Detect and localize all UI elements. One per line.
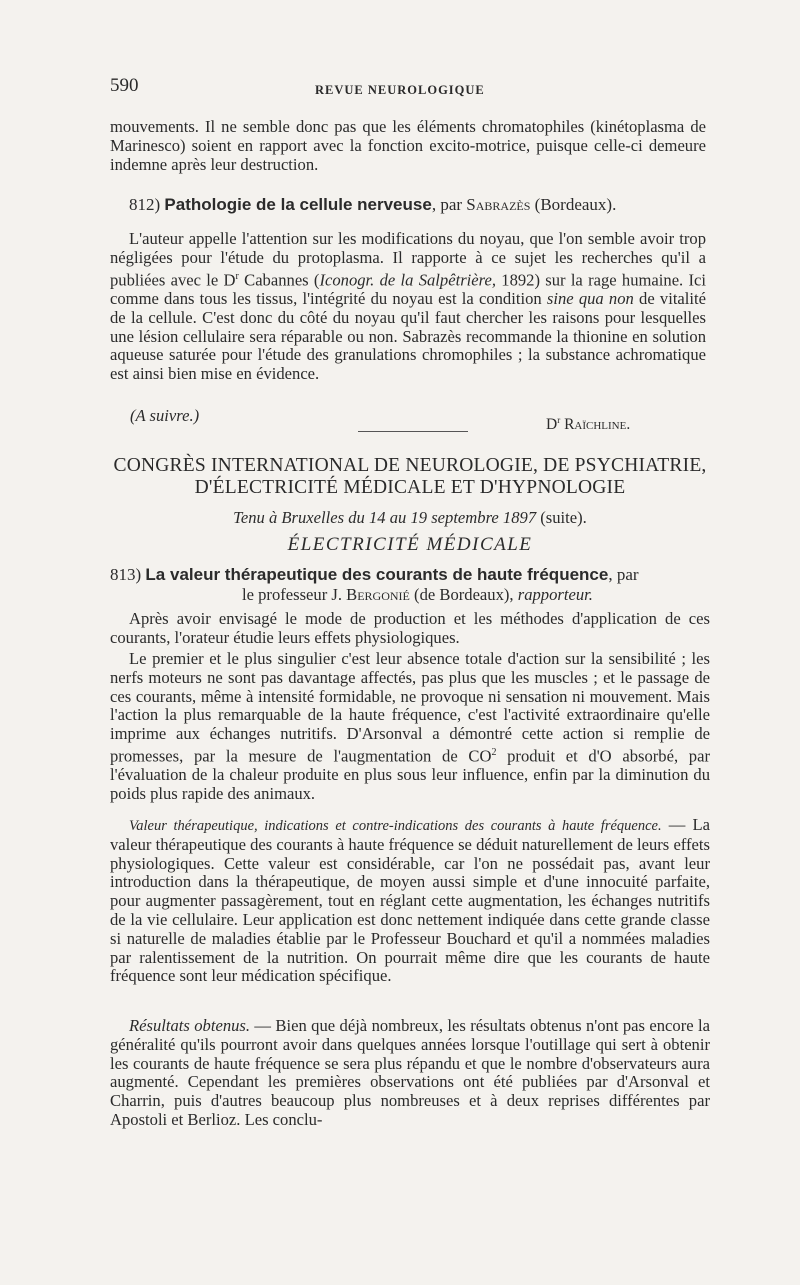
article-812-text-2: Cabannes ( (238, 270, 320, 290)
congress-suite: (suite). (536, 508, 587, 527)
signature-sup: r (557, 415, 561, 425)
article-813-p4-heading: Résultats obtenus. (129, 1016, 251, 1035)
a-suivre: (A suivre.) (130, 406, 200, 425)
article-813-role: rapporteur. (517, 585, 593, 604)
article-813-p3-heading: Valeur thérapeutique, indications et contre-indications des courants à haute fréquence. (129, 818, 662, 834)
continuation-paragraph: mouvements. Il ne semble donc pas que les éléments chromatophiles (kinétoplasma de Marinesco) soient en rapport avec la fonction excito-motrice, puisque celle-ci demeure indemne après leur destruction. (110, 117, 706, 174)
article-813-paragraph-1: Après avoir envisagé le mode de production et les méthodes d'application de ces courants, l'orateur étudie leurs effets physiologiques. (110, 609, 710, 647)
article-812-reference: Iconogr. de la Salpêtrière, (319, 270, 496, 290)
article-813-number: 813) (110, 565, 142, 584)
article-812-body (110, 230, 706, 384)
article-813-paragraph-3 (110, 816, 710, 986)
article-812-heading (110, 196, 706, 215)
article-812-author: Sabrazès (466, 195, 531, 214)
article-813-heading (110, 566, 710, 585)
congress-held-text: Tenu à Bruxelles du 14 au 19 septembre 1897 (233, 508, 537, 527)
article-813-title: La valeur thérapeutique des courants de haute fréquence (145, 565, 609, 584)
article-813-byline-prefix: le professeur J. (242, 585, 342, 604)
article-813-p3-text: — La valeur thérapeutique des courants à haute fréquence se déduit naturellement de leurs effets physiologiques. Cette valeur est considérable, car l'on ne possédait pas, avant leur introduction dans la thérapeutique, de moyen aussi simple et d'une innocuité parfaite, pour augmenter passagèrement, tout en réglant cette augmentation, les échanges nutritifs de la vie cellulaire. Leur application est donc nettement indiquée dans cette grande classe si naturelle de maladies établie par le Professeur Bouchard et qu'il a nommées maladies par ralentissement de la nutrition. On pourrait même dire que les courants de haute fréquence sont leur médication spécifique. (110, 815, 710, 986)
signature-prefix: D (546, 416, 558, 434)
congress-title-line-2: D'ÉLECTRICITÉ MÉDICALE ET D'HYPNOLOGIE (194, 477, 626, 498)
signature (546, 411, 630, 435)
article-813-p4-text: — Bien que déjà nombreux, les résultats obtenus n'ont pas encore la généralité qu'ils pourront avoir dans quelques années lorsque l'outillage qui sert à obtenir les courants de haute fréquence se sera plus répandu et que le nombre d'observateurs aura augmenté. Cependant les premières observations ont été publiées par d'Arsonval et Charrin, puis d'autres beaucoup plus nombreuses et à deux reprises différentes par Apostoli et Berlioz. Les conclu- (110, 1016, 710, 1129)
congress-held (110, 509, 710, 528)
section-title: ÉLECTRICITÉ MÉDICALE (287, 534, 533, 555)
congress-title-line-1: CONGRÈS INTERNATIONAL DE NEUROLOGIE, DE PSYCHIATRIE, (113, 455, 707, 476)
article-812-text-3: 1892) sur la rage humaine. Ici comme dans tous les tissus, l'intégrité du noyau est la condition (110, 270, 706, 308)
article-813-byline (242, 586, 593, 605)
article-812-number: 812) (129, 195, 161, 214)
article-813-paragraph-4 (110, 1017, 710, 1130)
journal-title: REVUE NEUROLOGIQUE (315, 83, 485, 97)
article-812-location: (Bordeaux). (534, 195, 617, 214)
signature-name: Raïchline. (564, 416, 631, 434)
article-812-text-4: de vitalité de la cellule. C'est donc du côté du noyau qu'il faut chercher les raisons pour lesquelles une lésion cellulaire sera réparable ou non. Sabrazès recommande la thionine en solution aqueuse saturée pour l'étude des granulations chromophiles ; la substance achromatique est ainsi bien mise en évidence. (110, 288, 706, 384)
article-812-by: , par (431, 195, 463, 214)
article-812-title: Pathologie de la cellule nerveuse (164, 195, 432, 214)
article-813-author: Bergonié (346, 585, 410, 604)
page-number: 590 (110, 75, 139, 96)
article-813-p2-superscript: 2 (491, 746, 497, 758)
article-813-p2-rest: produit et d'O absorbé, par l'évaluation de la chaleur produite en plus sous leur influence, enfin par la diminution du poids plus rapide des animaux. (110, 746, 710, 804)
article-813-p2-text: Le premier et le plus singulier c'est leur absence totale d'action sur la sensibilité ; les nerfs moteurs ne sont pas davantage affectés, pas plus que les muscles ; et le passage de ces courants, même à intensité formidable, ne provoque ni sensation ni mouvement. Mais l'action la plus remarquable de la haute fréquence, c'est l'activité extraordinaire qu'elle imprime aux échanges nutritifs. D'Arsonval a démontré cette action si remplie de promesses, par la mesure de l'augmentation de CO (110, 649, 710, 766)
article-813-by: , par (608, 565, 639, 584)
article-812-sup: r (235, 270, 239, 282)
section-divider (358, 431, 468, 432)
article-813-location: (de Bordeaux), (414, 585, 514, 604)
article-812-text-1: L'auteur appelle l'attention sur les modifications du noyau, que l'on semble avoir trop négligées pour l'étude du protoplasma. Il rapporte à ce sujet les recherches qu'il a publiées avec le D (110, 229, 706, 290)
article-813-paragraph-2 (110, 650, 710, 804)
article-812-latin: sine qua non (546, 288, 634, 308)
